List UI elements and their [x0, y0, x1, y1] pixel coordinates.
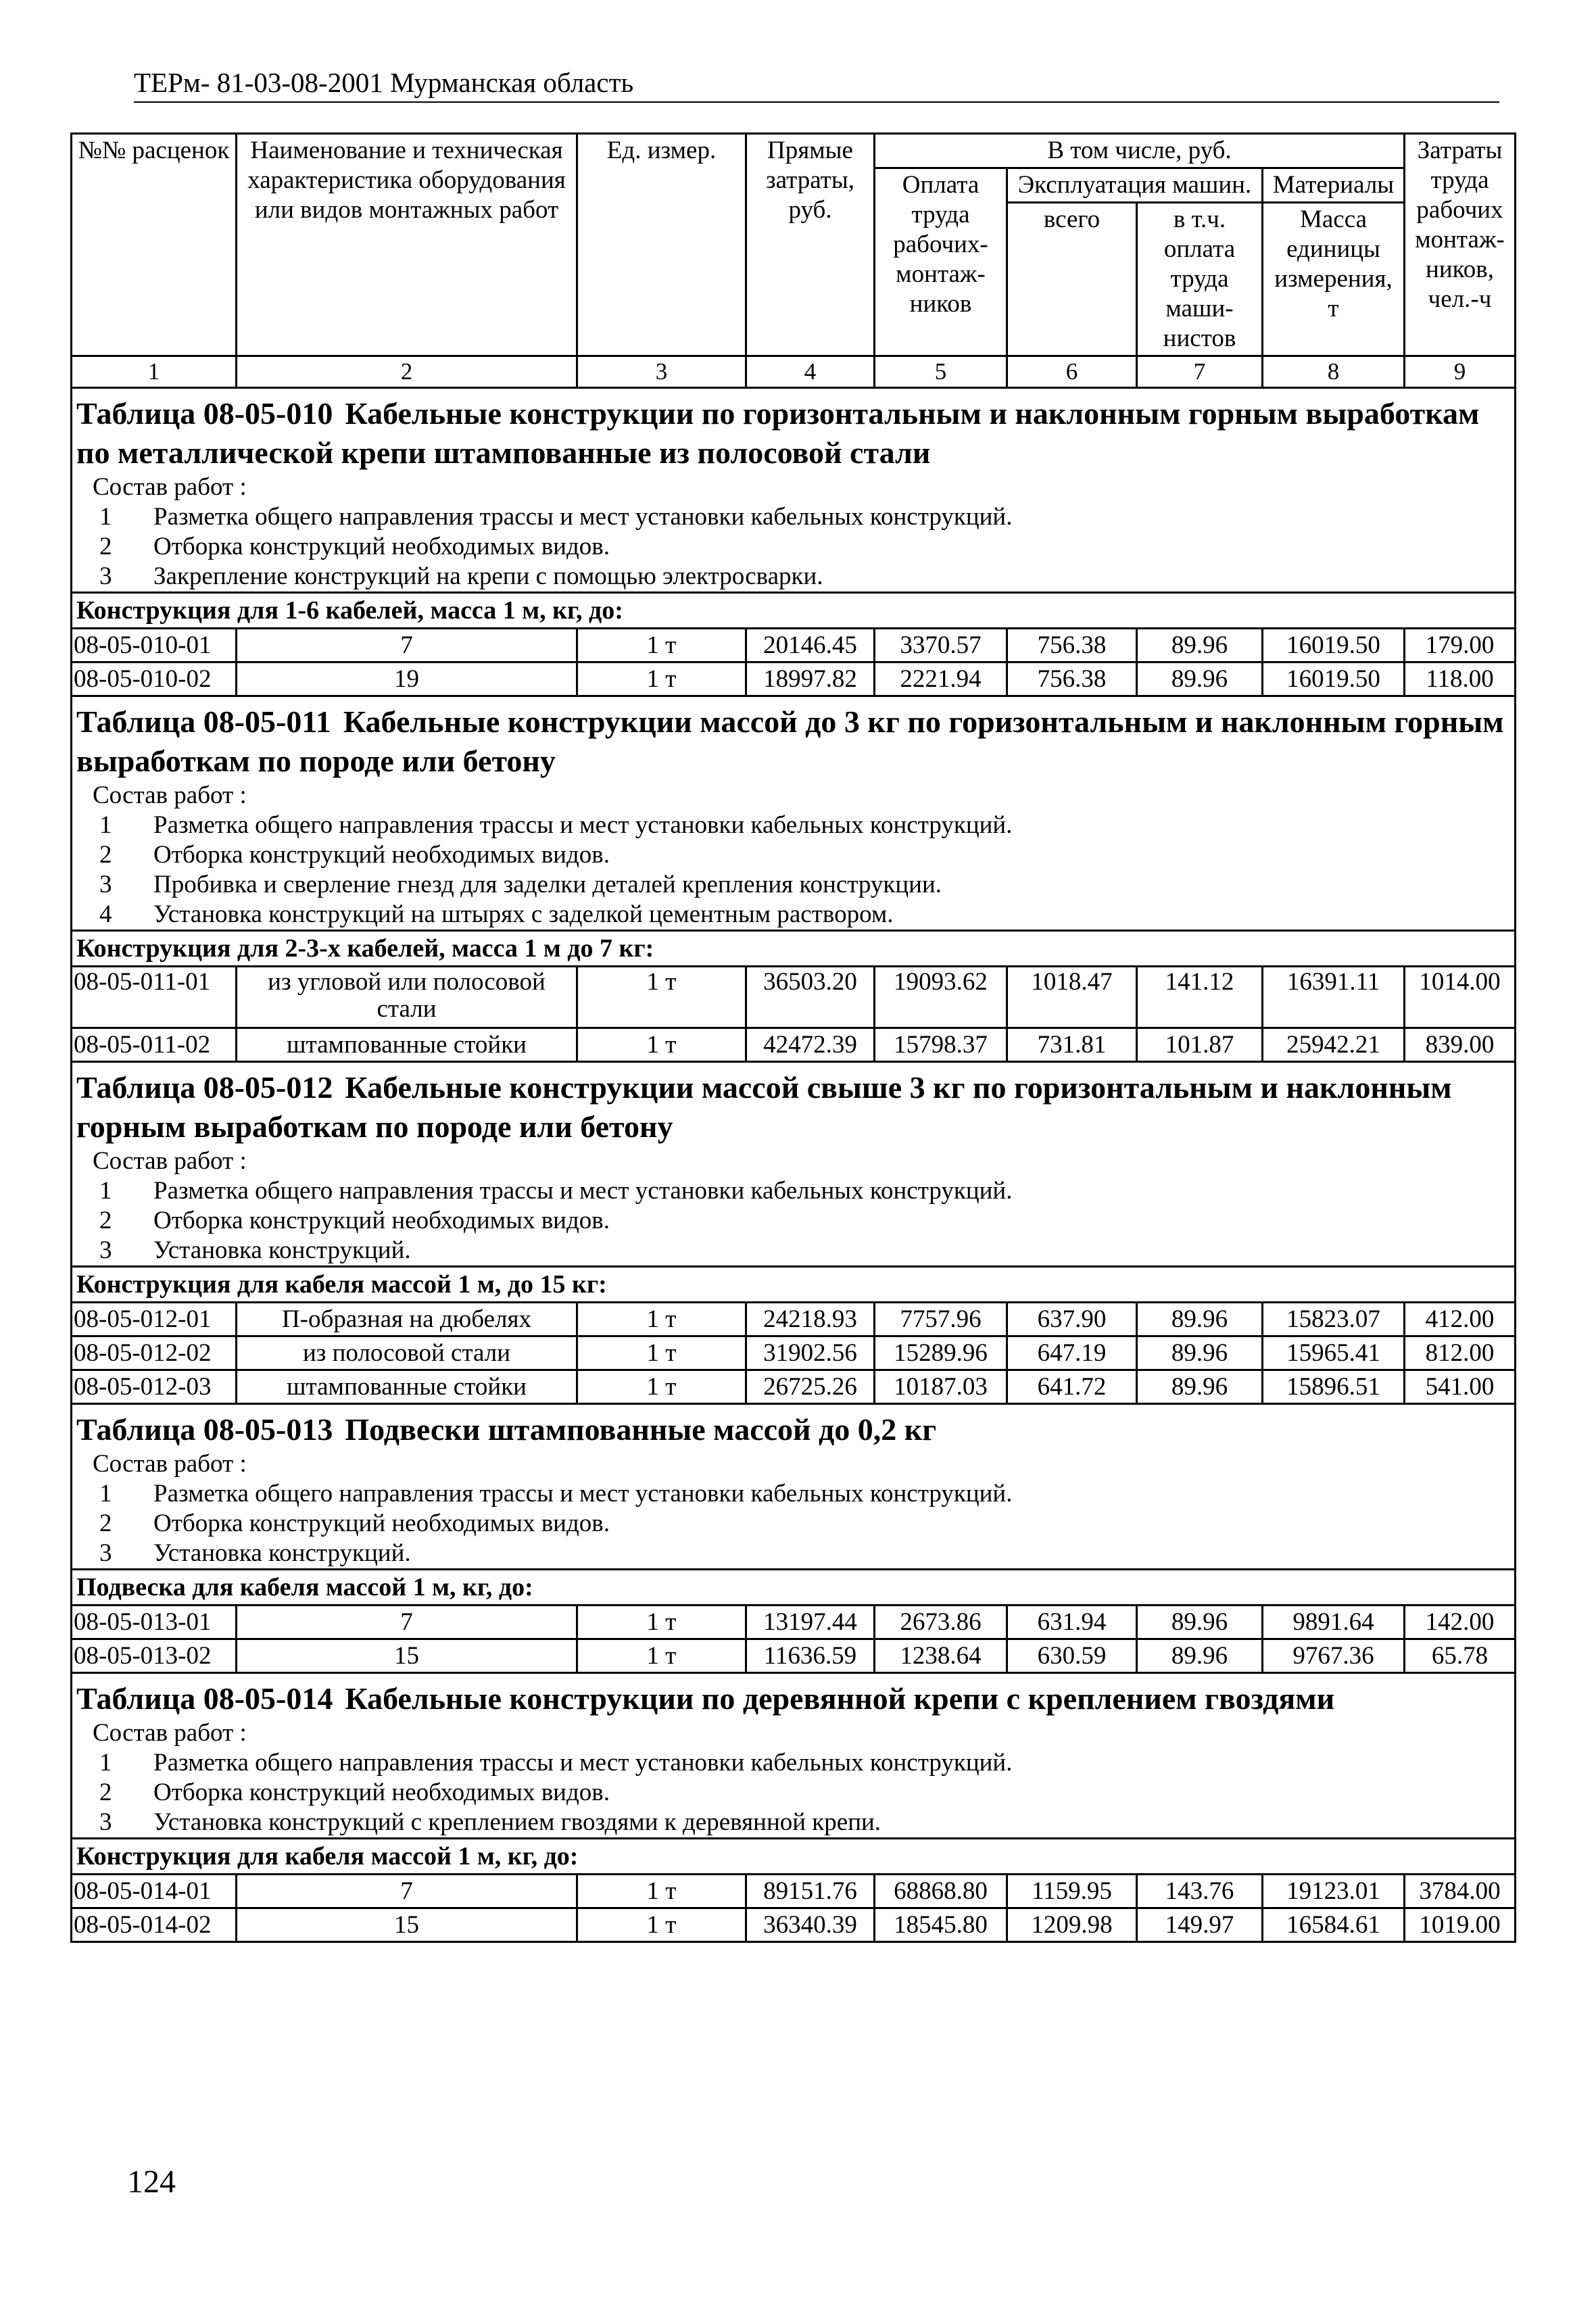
labor-pay: 19093.62 [875, 967, 1007, 1028]
work-list [72, 811, 1514, 930]
machinist-pay: 149.97 [1137, 1908, 1263, 1942]
direct-cost: 42472.39 [746, 1028, 875, 1062]
machinist-pay: 89.96 [1137, 629, 1263, 662]
work-item-number: 2 [99, 841, 112, 869]
table-row [72, 629, 1516, 662]
col-mass-header: Масса единицы измерения, т [1263, 203, 1405, 356]
rate-code: 08-05-012-01 [72, 1303, 237, 1336]
table-title [72, 697, 1514, 781]
item-name: штампованные стойки [237, 1028, 577, 1062]
labor-pay: 10187.03 [875, 1370, 1007, 1404]
table-title-text: Кабельные конструкции массой свыше 3 кг по горизонтальным и наклонным горным выработкам по породе или бетону [76, 1070, 1452, 1144]
unit: 1 т [577, 629, 746, 662]
labor-hours: 412.00 [1405, 1303, 1516, 1336]
unit: 1 т [577, 1370, 746, 1404]
item-name: 19 [237, 662, 577, 696]
machine-cost: 630.59 [1007, 1639, 1137, 1673]
work-item-text: Разметка общего направления трассы и мест установки кабельных конструкций. [153, 811, 1013, 839]
mass-or-materials: 15823.07 [1263, 1303, 1405, 1336]
table-row [72, 1370, 1516, 1404]
col-machines-total-header: всего [1007, 203, 1137, 356]
work-item-number: 1 [99, 1177, 112, 1205]
work-list [72, 1176, 1514, 1265]
machine-cost: 756.38 [1007, 662, 1137, 696]
table-row [72, 662, 1516, 696]
table-section-header [72, 388, 1516, 593]
section-cell [72, 696, 1516, 931]
table-row [72, 1875, 1516, 1908]
labor-pay: 2673.86 [875, 1606, 1007, 1639]
rate-code: 08-05-014-02 [72, 1908, 237, 1942]
table-title [72, 1063, 1514, 1147]
work-item-number: 1 [99, 811, 112, 839]
labor-hours: 65.78 [1405, 1639, 1516, 1673]
subhead: Конструкция для 2-3-х кабелей, масса 1 м до 7 кг: [72, 931, 1516, 967]
work-item-number: 1 [99, 1749, 112, 1777]
unit: 1 т [577, 1639, 746, 1673]
work-composition-label: Состав работ : [93, 473, 247, 501]
item-name: из полосовой стали [237, 1336, 577, 1370]
work-item [72, 870, 1514, 900]
table-row [72, 1639, 1516, 1673]
direct-cost: 26725.26 [746, 1370, 875, 1404]
work-item-text: Отборка конструкций необходимых видов. [153, 533, 610, 560]
item-name: штампованные стойки [237, 1370, 577, 1404]
table-row [72, 1028, 1516, 1062]
work-item-text: Отборка конструкций необходимых видов. [153, 1207, 610, 1234]
col-number: 3 [577, 356, 746, 388]
mass-or-materials: 16019.50 [1263, 629, 1405, 662]
table-row [72, 1336, 1516, 1370]
work-item-number: 3 [99, 1539, 112, 1567]
subhead: Конструкция для 1-6 кабелей, масса 1 м, кг, до: [72, 593, 1516, 629]
rate-code: 08-05-012-02 [72, 1336, 237, 1370]
mass-or-materials: 16391.11 [1263, 967, 1405, 1028]
direct-cost: 20146.45 [746, 629, 875, 662]
unit: 1 т [577, 967, 746, 1028]
work-item-text: Разметка общего направления трассы и мест установки кабельных конструкций. [153, 503, 1013, 531]
machinist-pay: 143.76 [1137, 1875, 1263, 1908]
unit: 1 т [577, 1028, 746, 1062]
table-title [72, 1674, 1514, 1718]
col-unit-header: Ед. измер. [577, 134, 746, 356]
labor-hours: 1019.00 [1405, 1908, 1516, 1942]
table-row [72, 967, 1516, 1028]
table-row [72, 1908, 1516, 1942]
work-item-text: Закрепление конструкций на крепи с помощью электросварки. [153, 562, 823, 590]
col-machines-header: Эксплуатация машин. [1007, 168, 1263, 203]
table-row [72, 1606, 1516, 1639]
machinist-pay: 89.96 [1137, 1370, 1263, 1404]
unit: 1 т [577, 1336, 746, 1370]
labor-pay: 7757.96 [875, 1303, 1007, 1336]
work-item [72, 1509, 1514, 1539]
work-item [72, 1236, 1514, 1265]
work-list [72, 502, 1514, 592]
work-item-number: 2 [99, 1510, 112, 1537]
item-name: 15 [237, 1639, 577, 1673]
rate-code: 08-05-011-02 [72, 1028, 237, 1062]
work-item-number: 4 [99, 900, 112, 928]
machine-cost: 1018.47 [1007, 967, 1137, 1028]
rates-table [70, 132, 1516, 1943]
labor-pay: 15798.37 [875, 1028, 1007, 1062]
work-item [72, 1778, 1514, 1808]
rate-code: 08-05-011-01 [72, 967, 237, 1028]
table-section-header [72, 1673, 1516, 1839]
work-item-number: 3 [99, 1808, 112, 1836]
work-item [72, 502, 1514, 532]
subhead-row [72, 1267, 1516, 1303]
work-item-text: Отборка конструкций необходимых видов. [153, 1779, 610, 1806]
subhead: Конструкция для кабеля массой 1 м, кг, до: [72, 1839, 1516, 1875]
work-item-text: Установка конструкций на штырях с заделкой цементным раствором. [153, 900, 894, 928]
table-title-label: Таблица 08-05-011 [76, 704, 331, 739]
col-number: 9 [1405, 356, 1516, 388]
col-number: 5 [875, 356, 1007, 388]
work-item-number: 1 [99, 503, 112, 531]
labor-hours: 118.00 [1405, 662, 1516, 696]
unit: 1 т [577, 1875, 746, 1908]
work-item [72, 1539, 1514, 1568]
col-number: 7 [1137, 356, 1263, 388]
rate-code: 08-05-010-01 [72, 629, 237, 662]
mass-or-materials: 19123.01 [1263, 1875, 1405, 1908]
direct-cost: 89151.76 [746, 1875, 875, 1908]
col-number: 2 [237, 356, 577, 388]
unit: 1 т [577, 662, 746, 696]
item-name: из угловой или полосовой стали [237, 967, 577, 1028]
machinist-pay: 89.96 [1137, 662, 1263, 696]
machine-cost: 731.81 [1007, 1028, 1137, 1062]
unit: 1 т [577, 1908, 746, 1942]
work-item-text: Разметка общего направления трассы и мест установки кабельных конструкций. [153, 1749, 1013, 1777]
work-item-text: Отборка конструкций необходимых видов. [153, 1510, 610, 1537]
page-number: 124 [127, 2164, 176, 2200]
machine-cost: 756.38 [1007, 629, 1137, 662]
work-item-number: 3 [99, 562, 112, 590]
direct-cost: 36340.39 [746, 1908, 875, 1942]
mass-or-materials: 16019.50 [1263, 662, 1405, 696]
machinist-pay: 89.96 [1137, 1639, 1263, 1673]
work-composition-label: Состав работ : [93, 1719, 247, 1747]
work-item-text: Отборка конструкций необходимых видов. [153, 841, 610, 869]
section-cell [72, 388, 1516, 593]
table-section-header [72, 1062, 1516, 1267]
machinist-pay: 101.87 [1137, 1028, 1263, 1062]
work-item-text: Установка конструкций. [153, 1236, 411, 1264]
table-title [72, 389, 1514, 473]
machine-cost: 631.94 [1007, 1606, 1137, 1639]
unit: 1 т [577, 1303, 746, 1336]
table-title-text: Подвески штампованные массой до 0,2 кг [345, 1412, 937, 1447]
item-name: 7 [237, 1606, 577, 1639]
labor-hours: 839.00 [1405, 1028, 1516, 1062]
machine-cost: 1159.95 [1007, 1875, 1137, 1908]
machinist-pay: 141.12 [1137, 967, 1263, 1028]
labor-pay: 68868.80 [875, 1875, 1007, 1908]
table-title [72, 1405, 1514, 1449]
work-item [72, 840, 1514, 870]
subhead: Подвеска для кабеля массой 1 м, кг, до: [72, 1570, 1516, 1606]
mass-or-materials: 9891.64 [1263, 1606, 1405, 1639]
work-item [72, 1176, 1514, 1206]
rate-code: 08-05-012-03 [72, 1370, 237, 1404]
work-item-number: 1 [99, 1480, 112, 1507]
labor-pay: 1238.64 [875, 1639, 1007, 1673]
col-name-header: Наименование и техническая характеристика оборудования или видов монтажных работ [237, 134, 577, 356]
section-cell [72, 1062, 1516, 1267]
section-cell [72, 1404, 1516, 1570]
table-title-label: Таблица 08-05-012 [76, 1070, 333, 1105]
work-composition-label: Состав работ : [93, 1147, 247, 1175]
mass-or-materials: 9767.36 [1263, 1639, 1405, 1673]
item-name: 7 [237, 629, 577, 662]
table-title-label: Таблица 08-05-013 [76, 1412, 333, 1447]
labor-hours: 142.00 [1405, 1606, 1516, 1639]
work-item [72, 1808, 1514, 1837]
rate-code: 08-05-014-01 [72, 1875, 237, 1908]
work-list [72, 1748, 1514, 1837]
machine-cost: 641.72 [1007, 1370, 1137, 1404]
work-item [72, 1479, 1514, 1509]
col-incl-header: В том числе, руб. [875, 134, 1405, 168]
col-number: 1 [72, 356, 237, 388]
work-item [72, 532, 1514, 562]
col-pay-header: Оплата труда рабочих-монтаж-ников [875, 168, 1007, 356]
labor-pay: 18545.80 [875, 1908, 1007, 1942]
work-item [72, 1748, 1514, 1778]
work-list [72, 1479, 1514, 1568]
work-composition-label: Состав работ : [93, 781, 247, 809]
labor-hours: 3784.00 [1405, 1875, 1516, 1908]
table-section-header [72, 1404, 1516, 1570]
page-header: ТЕРм- 81-03-08-2001 Мурманская область [134, 66, 1499, 103]
col-code-header: №№ расценок [72, 134, 237, 356]
table-header [72, 134, 1516, 388]
direct-cost: 31902.56 [746, 1336, 875, 1370]
work-item-number: 2 [99, 1207, 112, 1234]
machinist-pay: 89.96 [1137, 1606, 1263, 1639]
table-body [72, 388, 1516, 1942]
work-item-text: Разметка общего направления трассы и мест установки кабельных конструкций. [153, 1480, 1013, 1507]
labor-hours: 1014.00 [1405, 967, 1516, 1028]
subhead-row [72, 1570, 1516, 1606]
work-item-text: Установка конструкций. [153, 1539, 411, 1567]
direct-cost: 13197.44 [746, 1606, 875, 1639]
machine-cost: 1209.98 [1007, 1908, 1137, 1942]
work-item-text: Пробивка и сверление гнезд для заделки деталей крепления конструкции. [153, 871, 942, 898]
section-cell [72, 1673, 1516, 1839]
unit: 1 т [577, 1606, 746, 1639]
labor-pay: 3370.57 [875, 629, 1007, 662]
work-item-text: Разметка общего направления трассы и мест установки кабельных конструкций. [153, 1177, 1013, 1205]
rates-document [70, 132, 1514, 1943]
direct-cost: 18997.82 [746, 662, 875, 696]
direct-cost: 36503.20 [746, 967, 875, 1028]
machinist-pay: 89.96 [1137, 1303, 1263, 1336]
item-name: 7 [237, 1875, 577, 1908]
col-materials-header: Материалы [1263, 168, 1405, 203]
table-title-text: Кабельные конструкции массой до 3 кг по горизонтальным и наклонным горным выработкам по породе или бетону [76, 704, 1504, 778]
table-title-text: Кабельные конструкции по деревянной крепи с креплением гвоздями [345, 1681, 1335, 1716]
work-item [72, 1206, 1514, 1236]
work-item [72, 562, 1514, 592]
labor-hours: 812.00 [1405, 1336, 1516, 1370]
work-item [72, 811, 1514, 840]
subhead: Конструкция для кабеля массой 1 м, до 15 кг: [72, 1267, 1516, 1303]
work-item-number: 3 [99, 871, 112, 898]
work-item-number: 2 [99, 1779, 112, 1806]
labor-hours: 541.00 [1405, 1370, 1516, 1404]
machinist-pay: 89.96 [1137, 1336, 1263, 1370]
work-composition-label: Состав работ : [93, 1450, 247, 1478]
mass-or-materials: 15965.41 [1263, 1336, 1405, 1370]
work-item [72, 900, 1514, 930]
work-item-number: 2 [99, 533, 112, 560]
rate-code: 08-05-013-01 [72, 1606, 237, 1639]
table-title-label: Таблица 08-05-014 [76, 1681, 333, 1716]
labor-pay: 15289.96 [875, 1336, 1007, 1370]
subhead-row [72, 593, 1516, 629]
table-row [72, 1303, 1516, 1336]
subhead-row [72, 931, 1516, 967]
mass-or-materials: 15896.51 [1263, 1370, 1405, 1404]
col-direct-header: Прямые затраты, руб. [746, 134, 875, 356]
rate-code: 08-05-010-02 [72, 662, 237, 696]
table-title-text: Кабельные конструкции по горизонтальным и наклонным горным выработкам по металлической крепи штампованные из полосовой стали [76, 396, 1480, 470]
rate-code: 08-05-013-02 [72, 1639, 237, 1673]
table-title-label: Таблица 08-05-010 [76, 396, 333, 431]
table-section-header [72, 696, 1516, 931]
item-name: П-образная на дюбелях [237, 1303, 577, 1336]
machine-cost: 647.19 [1007, 1336, 1137, 1370]
subhead-row [72, 1839, 1516, 1875]
col-number: 8 [1263, 356, 1405, 388]
mass-or-materials: 16584.61 [1263, 1908, 1405, 1942]
column-number-row [72, 356, 1516, 388]
labor-hours: 179.00 [1405, 629, 1516, 662]
item-name: 15 [237, 1908, 577, 1942]
direct-cost: 11636.59 [746, 1639, 875, 1673]
col-number: 6 [1007, 356, 1137, 388]
labor-pay: 2221.94 [875, 662, 1007, 696]
work-item-number: 3 [99, 1236, 112, 1264]
machine-cost: 637.90 [1007, 1303, 1137, 1336]
mass-or-materials: 25942.21 [1263, 1028, 1405, 1062]
work-item-text: Установка конструкций с креплением гвоздями к деревянной крепи. [153, 1808, 881, 1836]
col-machines-pay-header: в т.ч. оплата труда маши-нистов [1137, 203, 1263, 356]
col-hours-header: Затраты труда рабочих монтаж-ников, чел.-ч [1405, 134, 1516, 356]
direct-cost: 24218.93 [746, 1303, 875, 1336]
col-number: 4 [746, 356, 875, 388]
